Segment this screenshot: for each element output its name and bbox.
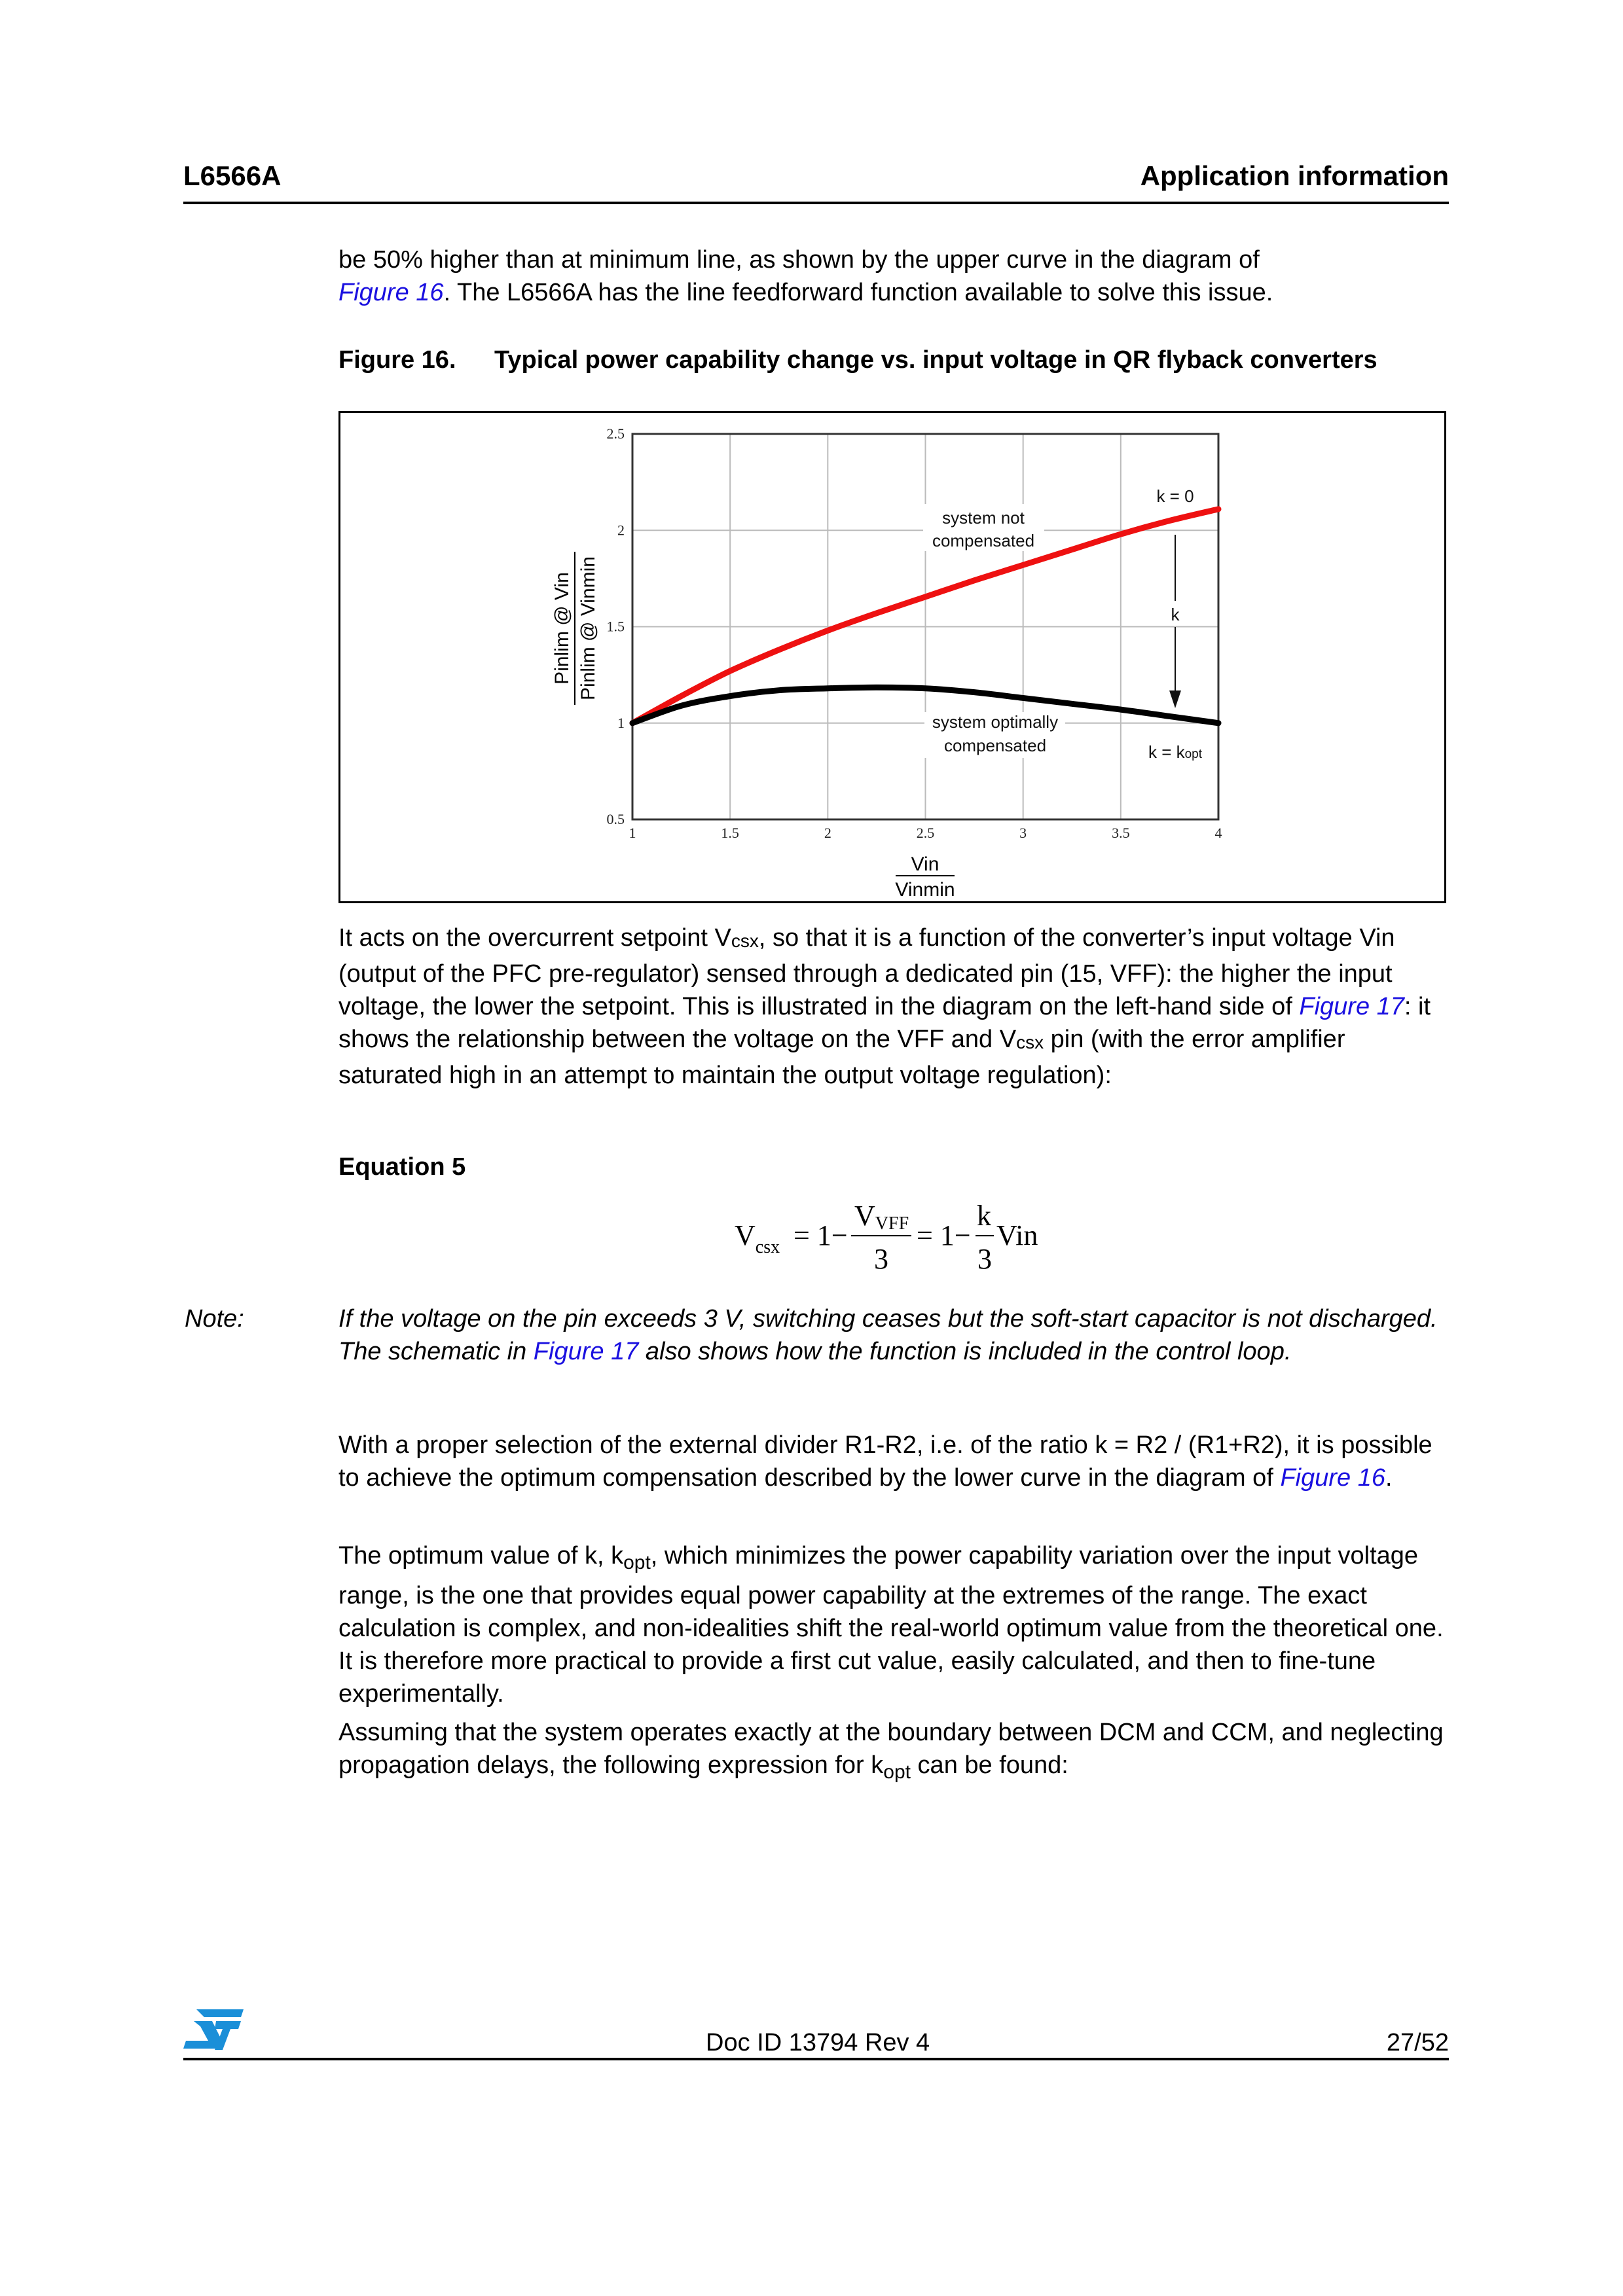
para2-figure-16-link[interactable]: Figure 16 xyxy=(1280,1464,1385,1492)
annotation-k-arrow: k xyxy=(1171,605,1180,624)
x-tick-labels xyxy=(629,825,1222,841)
eq-equals-1: = 1− xyxy=(793,1219,848,1251)
y-tick-label: 1.5 xyxy=(606,618,625,635)
y-tick-labels xyxy=(607,425,625,827)
x-tick-label: 1.5 xyxy=(721,825,739,841)
para1-text-2: , so that it is a function of the converter’s input voltage Vin (output of the PFC pre-regulator) sensed through a dedicated pin (15, VFF): the higher the input voltage, the lower the setpoint. This is illustrated in the diagram on the left-hand side of xyxy=(338,924,1395,1020)
paragraph-vff xyxy=(338,922,1451,1092)
y-tick-label: 1 xyxy=(617,714,625,731)
note-body xyxy=(338,1302,1451,1368)
section-title: Application information xyxy=(1140,160,1449,191)
y-tick-label: 2 xyxy=(617,522,625,539)
eq-frac1-denominator: 3 xyxy=(874,1243,888,1275)
power-capability-chart xyxy=(0,0,1623,916)
k-arrow-head-icon xyxy=(1169,691,1181,708)
para1-text-1: It acts on the overcurrent setpoint V xyxy=(338,924,731,952)
para2-text-1: With a proper selection of the external divider R1-R2, i.e. of the ratio k = R2 / (R1+R2), it is possible to achieve the optimum compensation described by the lower curve in the diagram of xyxy=(338,1431,1432,1492)
x-tick-label: 2.5 xyxy=(916,825,935,841)
eq-frac2-denominator: 3 xyxy=(977,1243,992,1275)
annotation-lower-line1: system optimally xyxy=(932,712,1059,732)
y-tick-label: 0.5 xyxy=(606,811,625,827)
footer-rule xyxy=(183,2058,1449,2060)
annotation-upper-line2: compensated xyxy=(932,531,1035,550)
intro-line2: . The L6566A has the line feedforward function available to solve this issue. xyxy=(443,279,1273,306)
x-tick-label: 2 xyxy=(824,825,831,841)
para3-sub-opt: opt xyxy=(623,1552,651,1573)
para1-sub-csx: csx xyxy=(731,931,759,951)
intro-line1: be 50% higher than at minimum line, as shown by the upper curve in the diagram of xyxy=(338,246,1260,274)
eq-equals-2: = 1− xyxy=(917,1219,971,1251)
st-logo-icon xyxy=(182,2008,245,2051)
x-label-numerator: Vin xyxy=(911,853,939,875)
y-label-denominator: Pinlim @ Vinmin xyxy=(577,556,599,700)
para3-text-2: , which minimizes the power capability variation over the input voltage range, is the one that provides equal power capability at the extremes of the range. The exact calculation is complex, and non-idealities shift the real-world optimum value from the theoretical one. It is therefore more practical to provide a first cut value, easily calculated, and then to fine-tune experimentally. xyxy=(338,1542,1444,1708)
para1-sub-csx-2: csx xyxy=(1016,1032,1044,1052)
para1-text-4: pin (with the error amplifier saturated high in an attempt to maintain the output voltage regulation): xyxy=(338,1026,1345,1089)
paragraph-divider xyxy=(338,1429,1451,1494)
para3-text-1: The optimum value of k, k xyxy=(338,1542,624,1570)
equation-5 xyxy=(720,1191,1087,1289)
eq-frac1-numerator: VVFF xyxy=(854,1200,909,1234)
figure-title: Typical power capability change vs. input voltage in QR flyback converters xyxy=(494,346,1377,374)
y-axis-label xyxy=(551,552,599,705)
annotation-k-zero: k = 0 xyxy=(1156,486,1194,506)
para4-sub-opt: opt xyxy=(883,1761,911,1783)
chart-grid xyxy=(632,434,1218,819)
x-axis-label xyxy=(895,853,955,901)
figure-16-link[interactable]: Figure 16 xyxy=(338,279,444,306)
x-tick-label: 4 xyxy=(1214,825,1222,841)
note-text-1: If the voltage on the pin exceeds 3 V, switching ceases but the soft-start capacitor is not discharged. The schematic in xyxy=(338,1305,1438,1365)
x-tick-label: 3 xyxy=(1019,825,1027,841)
note-text-2: also shows how the function is included in the control loop. xyxy=(638,1338,1292,1365)
annotation-lower-line2: compensated xyxy=(943,736,1047,755)
eq-frac2-numerator: k xyxy=(977,1200,991,1232)
x-tick-label: 3.5 xyxy=(1112,825,1130,841)
paragraph-assumption xyxy=(338,1716,1451,1789)
page-number: 27/52 xyxy=(1386,2029,1449,2056)
doc-name: L6566A xyxy=(183,160,282,191)
figure-17-link[interactable]: Figure 17 xyxy=(1299,993,1404,1020)
para4-text-1: Assuming that the system operates exactly at the boundary between DCM and CCM, and neglecting propagation delays, the following expression for k xyxy=(338,1719,1444,1779)
para4-text-2: can be found: xyxy=(911,1751,1068,1779)
annotation-upper-line1: system not xyxy=(942,508,1025,528)
x-tick-label: 1 xyxy=(629,825,636,841)
equation-label: Equation 5 xyxy=(338,1153,466,1181)
x-label-denominator: Vinmin xyxy=(895,879,955,901)
eq-lhs: $V_{csx}$ xyxy=(735,1219,780,1257)
para1-text-3: : it shows the relationship between the voltage on the VFF and V xyxy=(338,993,1431,1053)
y-label-numerator: Pinlim @ Vin xyxy=(551,572,573,685)
y-tick-label: 2.5 xyxy=(606,425,625,442)
paragraph-kopt xyxy=(338,1539,1451,1710)
note-figure-17-link[interactable]: Figure 17 xyxy=(533,1338,639,1365)
doc-id: Doc ID 13794 Rev 4 xyxy=(706,2029,930,2056)
figure-number: Figure 16. xyxy=(338,346,456,374)
eq-tail: Vin xyxy=(996,1219,1038,1251)
note-label: Note: xyxy=(185,1305,244,1333)
para2-text-2: . xyxy=(1385,1464,1393,1492)
annotation-k-opt: k = kopt xyxy=(1148,742,1203,762)
